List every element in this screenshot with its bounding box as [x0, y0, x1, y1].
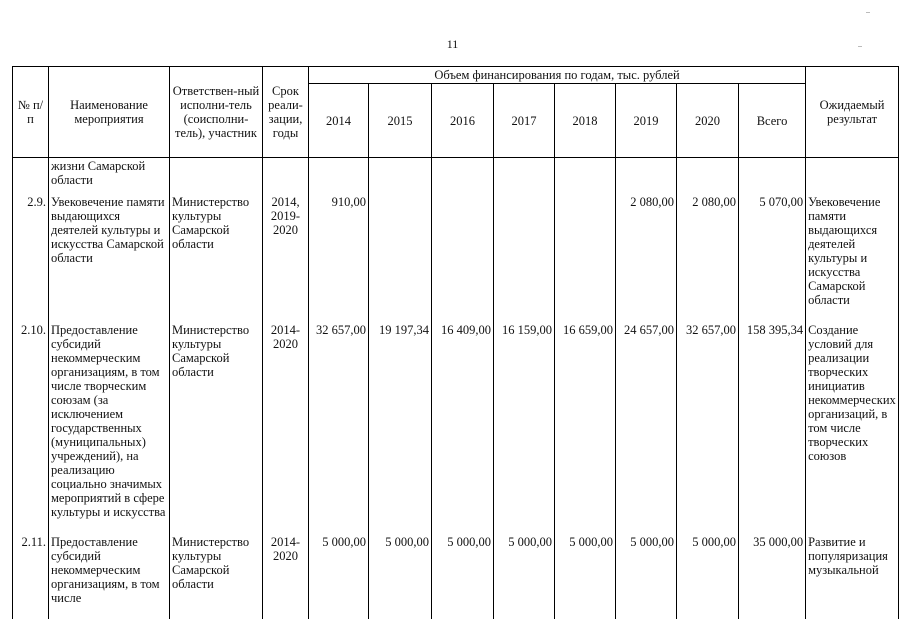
row-value-2017	[494, 193, 555, 321]
row-name: Увековечение памяти выдающихся деятелей культуры и искусства Самарской области	[49, 193, 170, 321]
row-executor: Министерство культуры Самарской области	[170, 533, 263, 619]
scan-mark	[858, 46, 862, 47]
row-value-2020: 2 080,00	[677, 193, 739, 321]
header-funding: Объем финансирования по годам, тыс. рублей	[309, 67, 806, 84]
continuation-name: жизни Самарской области	[49, 158, 170, 194]
row-value-2014: 5 000,00	[309, 533, 369, 619]
header-no: № п/п	[13, 67, 49, 158]
row-total: 35 000,00	[739, 533, 806, 619]
row-value-2017: 5 000,00	[494, 533, 555, 619]
header-result: Ожидаемый результат	[806, 67, 899, 158]
row-value-2020: 32 657,00	[677, 321, 739, 533]
row-term: 2014, 2019-2020	[263, 193, 309, 321]
row-value-2019: 2 080,00	[616, 193, 677, 321]
header-year: 2019	[616, 84, 677, 158]
row-result: Развитие и популяризация музыкальной	[806, 533, 899, 619]
row-name: Предоставление субсидий некоммерческим организациям, в том числе творческим союзам (за исключением государственных (муниципальных) учреждений), на реализацию социально значимых мероприятий в сфере культуры и искусства	[49, 321, 170, 533]
row-value-2016: 5 000,00	[432, 533, 494, 619]
row-value-2015	[369, 193, 432, 321]
page-number: 11	[446, 37, 459, 51]
row-total: 158 395,34	[739, 321, 806, 533]
row-number: 2.10.	[13, 321, 49, 533]
row-value-2015: 5 000,00	[369, 533, 432, 619]
row-name: Предоставление субсидий некоммерческим организациям, в том числе	[49, 533, 170, 619]
row-value-2017: 16 159,00	[494, 321, 555, 533]
row-value-2014: 32 657,00	[309, 321, 369, 533]
table-row	[13, 321, 899, 533]
header-year: 2014	[309, 84, 369, 158]
scan-mark	[866, 12, 870, 13]
row-total: 5 070,00	[739, 193, 806, 321]
header-year: 2015	[369, 84, 432, 158]
row-number: 2.11.	[13, 533, 49, 619]
row-value-2020: 5 000,00	[677, 533, 739, 619]
row-value-2018: 5 000,00	[555, 533, 616, 619]
row-value-2015: 19 197,34	[369, 321, 432, 533]
header-year: 2018	[555, 84, 616, 158]
header-year: 2020	[677, 84, 739, 158]
header-executor: Ответствен-ный исполни-тель (соисполни-тель), участник	[170, 67, 263, 158]
header-year: 2016	[432, 84, 494, 158]
row-result: Увековечение памяти выдающихся деятелей культуры и искусства Самарской области	[806, 193, 899, 321]
continuation-row	[13, 158, 899, 194]
table-row	[13, 533, 899, 619]
row-number: 2.9.	[13, 193, 49, 321]
row-value-2014: 910,00	[309, 193, 369, 321]
header-total: Всего	[739, 84, 806, 158]
row-executor: Министерство культуры Самарской области	[170, 193, 263, 321]
header-term: Срок реали-зации, годы	[263, 67, 309, 158]
row-term: 2014-2020	[263, 533, 309, 619]
row-term: 2014-2020	[263, 321, 309, 533]
table-row	[13, 193, 899, 321]
row-executor: Министерство культуры Самарской области	[170, 321, 263, 533]
row-value-2018	[555, 193, 616, 321]
program-table	[12, 66, 899, 619]
row-result: Создание условий для реализации творческих инициатив некоммерческих организаций, в том числе творческих союзов	[806, 321, 899, 533]
row-value-2019: 24 657,00	[616, 321, 677, 533]
row-value-2016: 16 409,00	[432, 321, 494, 533]
header-name: Наименование мероприятия	[49, 67, 170, 158]
row-value-2018: 16 659,00	[555, 321, 616, 533]
header-year: 2017	[494, 84, 555, 158]
row-value-2016	[432, 193, 494, 321]
row-value-2019: 5 000,00	[616, 533, 677, 619]
